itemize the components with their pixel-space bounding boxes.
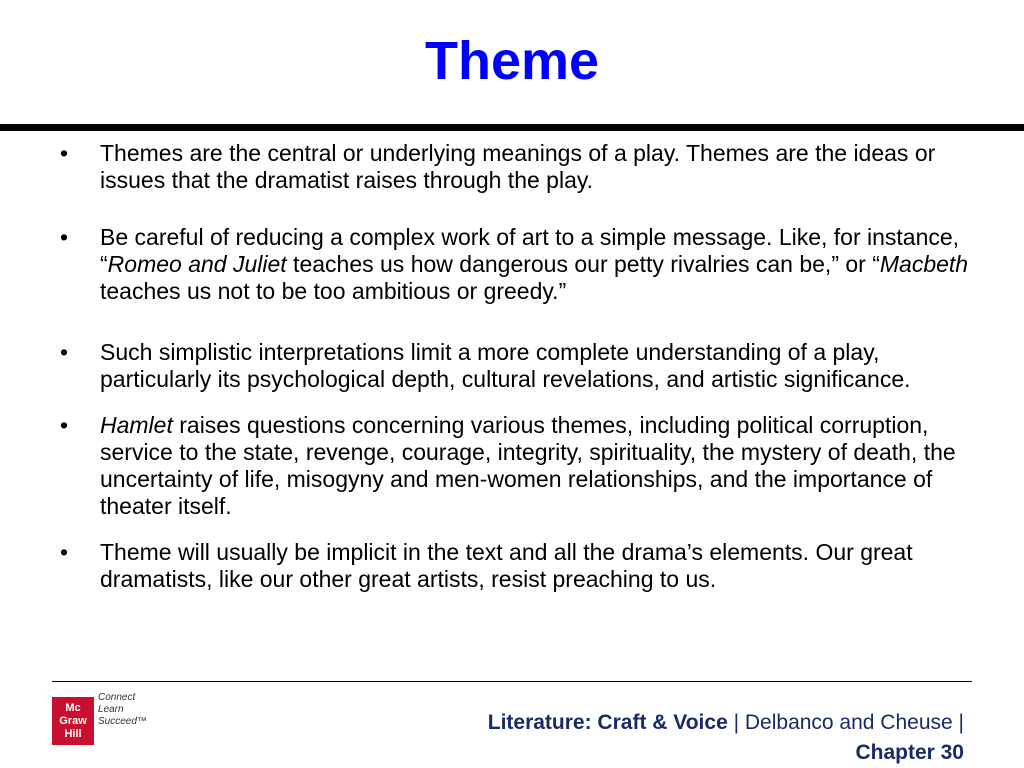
bullet-marker: • [60, 224, 69, 250]
bullet-item-caution [58, 224, 970, 305]
bullet-text: raises questions concerning various themes, including political corruption, service to the state, revenge, courage, integrity, spirituality, the mystery of death, the uncertainty of life, misogyny and men-women relationships, and the importance of theater itself. [100, 412, 956, 519]
footer-citation [364, 708, 964, 768]
chapter-label: Chapter 30 [855, 741, 964, 764]
footer-separator: | [952, 711, 964, 734]
logo-line: Graw [59, 714, 87, 727]
book-title: Literature: Craft & Voice [487, 711, 728, 734]
play-title-hamlet: Hamlet [100, 412, 173, 438]
publisher-tagline [98, 692, 188, 728]
bullet-marker: • [60, 412, 69, 438]
logo-line: Hill [64, 727, 82, 740]
bullet-item-hamlet [58, 412, 970, 520]
play-title-macbeth: Macbeth [879, 251, 969, 277]
bullet-item-implicit [58, 539, 970, 593]
tagline-line: Succeed™ [98, 716, 147, 727]
logo-line: Mc [65, 701, 81, 714]
book-authors: Delbanco and Cheuse [744, 711, 953, 734]
bullet-marker: • [60, 539, 69, 565]
bullet-text: teaches us not to be too ambitious or greedy.” [100, 278, 567, 304]
bullet-text: Themes are the central or underlying meanings of a play. Themes are the ideas or issues that the dramatist raises through the play. [100, 140, 936, 193]
bullet-text: Be careful of reducing a complex work of art to a simple message. Like, for instance, “ [100, 224, 960, 277]
bullet-marker: • [60, 140, 69, 166]
publisher-logo [52, 697, 94, 745]
footer-line-1 [364, 708, 964, 738]
bullet-text: Theme will usually be implicit in the text and all the drama’s elements. Our great dramatists, like our other great artists, resist preaching to us. [100, 539, 913, 592]
footer-divider [52, 681, 972, 682]
tagline-line: Connect [98, 692, 136, 703]
bullet-text: teaches us how dangerous our petty rivalries can be,” or “ [286, 251, 880, 277]
play-title-romeo-and-juliet: Romeo and Juliet [107, 251, 287, 277]
slide-title: Theme [424, 31, 600, 91]
bullet-item-definition [58, 140, 970, 194]
title-divider [0, 124, 1024, 131]
bullet-list [58, 140, 970, 593]
tagline-line: Learn [98, 704, 124, 715]
bullet-marker: • [60, 339, 69, 365]
bullet-item-limitations [58, 339, 970, 393]
footer-separator: | [727, 711, 745, 734]
bullet-text: Such simplistic interpretations limit a more complete understanding of a play, particularly its psychological depth, cultural revelations, and artistic significance. [100, 339, 911, 392]
